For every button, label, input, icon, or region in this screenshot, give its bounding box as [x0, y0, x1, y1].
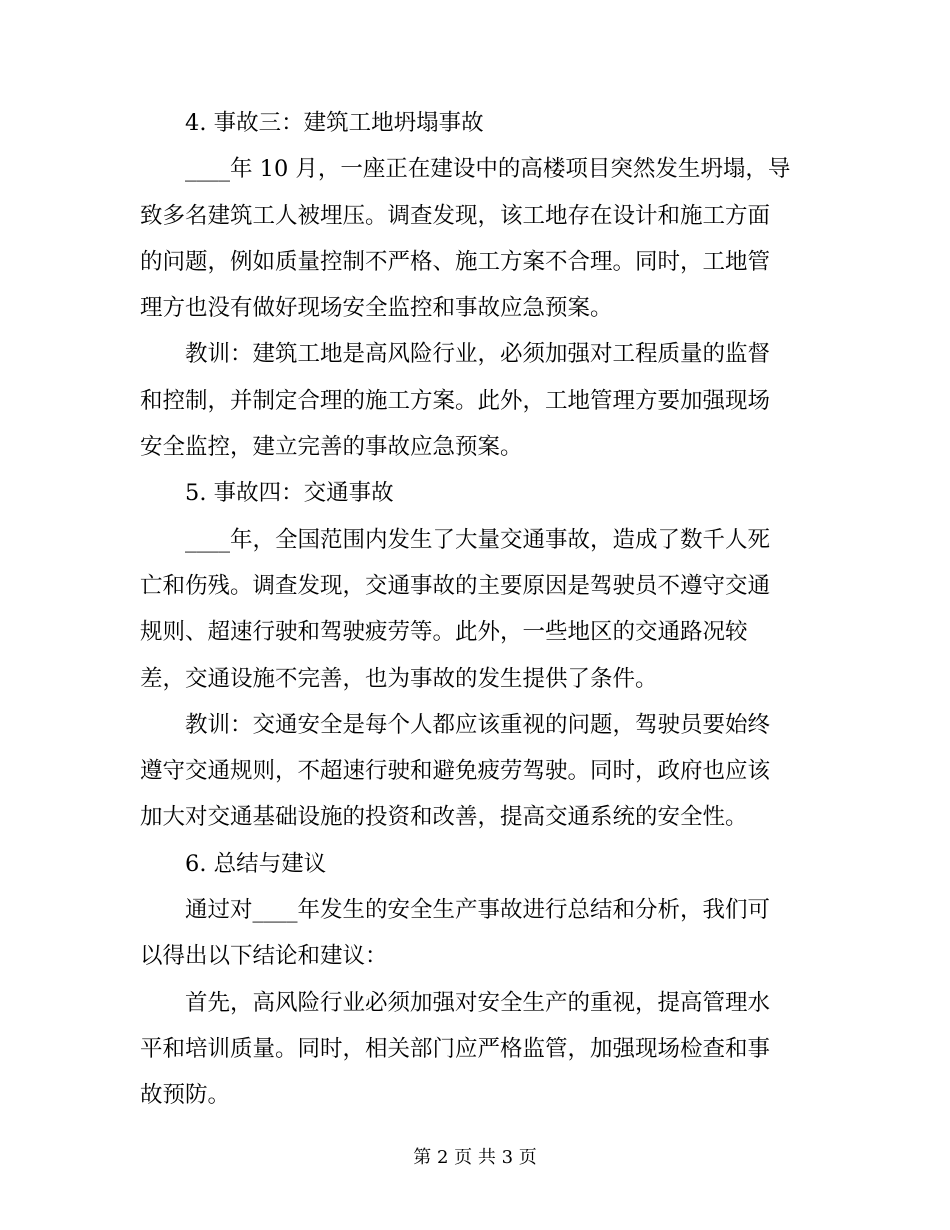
paragraph-line: 故预防。 [140, 1082, 231, 1109]
paragraph-line: 差，交通设施不完善，也为事故的发生提供了条件。 [140, 665, 658, 692]
lesson-paragraph-line: 教训：建筑工地是高风险行业，必须加强对工程质量的监督 [185, 341, 771, 368]
paragraph-line: 的问题，例如质量控制不严格、施工方案不合理。同时，工地管 [140, 248, 771, 275]
page-number-footer: 第 2 页 共 3 页 [413, 1147, 537, 1168]
paragraph-line: 理方也没有做好现场安全监控和事故应急预案。 [140, 295, 613, 322]
section-heading-accident-three: 4. 事故三：建筑工地坍塌事故 [185, 110, 484, 136]
paragraph-line: 平和培训质量。同时，相关部门应严格监管，加强现场检查和事 [140, 1035, 771, 1062]
section-heading-accident-four: 5. 事故四：交通事故 [185, 480, 394, 507]
section-heading-summary: 6. 总结与建议 [185, 850, 327, 877]
lesson-paragraph-line: 遵守交通规则，不超速行驶和避免疲劳驾驶。同时，政府也应该 [140, 758, 771, 785]
paragraph-line: 首先，高风险行业必须加强对安全生产的重视，提高管理水 [185, 989, 771, 1016]
lesson-paragraph-line: 安全监控，建立完善的事故应急预案。 [140, 434, 523, 461]
lesson-paragraph-line: 教训：交通安全是每个人都应该重视的问题，驾驶员要始终 [185, 711, 771, 738]
document-body [140, 100, 808, 1119]
paragraph-line: 致多名建筑工人被埋压。调查发现，该工地存在设计和施工方面 [140, 202, 771, 229]
paragraph-line: ____年 10 月，一座正在建设中的高楼项目突然发生坍塌，导 [185, 156, 791, 183]
paragraph-line: 以得出以下结论和建议： [140, 943, 388, 970]
paragraph-line: 亡和伤残。调查发现，交通事故的主要原因是驾驶员不遵守交通 [140, 572, 771, 599]
paragraph-line: 规则、超速行驶和驾驶疲劳等。此外，一些地区的交通路况较 [140, 619, 748, 646]
paragraph-line: 通过对____年发生的安全生产事故进行总结和分析，我们可 [185, 897, 771, 924]
lesson-paragraph-line: 和控制，并制定合理的施工方案。此外，工地管理方要加强现场 [140, 387, 771, 414]
paragraph-line: ____年，全国范围内发生了大量交通事故，造成了数千人死 [185, 526, 771, 553]
lesson-paragraph-line: 加大对交通基础设施的投资和改善，提高交通系统的安全性。 [140, 804, 748, 831]
